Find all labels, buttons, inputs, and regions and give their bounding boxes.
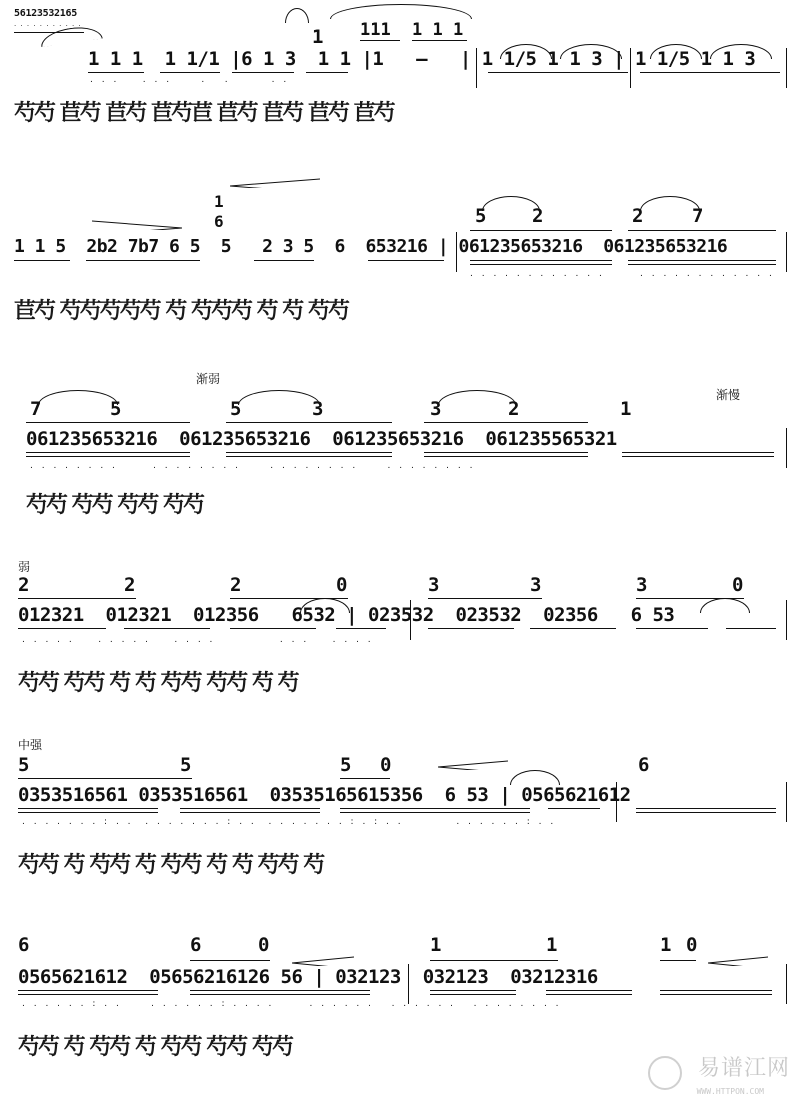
tablature: 芍芍 苣芍 苣芍 苣芍苣 苣芍 苣芍 苣芍 苣芍	[14, 100, 394, 126]
corner-dots: . . . . . . . . . . .	[14, 20, 84, 33]
beam	[640, 72, 780, 73]
beam	[226, 452, 392, 453]
upper-note: 1	[430, 934, 442, 956]
expression-jianman: 渐慢	[716, 388, 741, 402]
beam	[14, 260, 70, 261]
slur	[700, 598, 750, 613]
upper-note: 2	[632, 205, 644, 227]
barline	[786, 232, 787, 272]
barline	[476, 48, 477, 88]
notes: 012321 012321 012356 6532 | 023532 023532 02356 6 53	[18, 604, 675, 626]
slur	[650, 44, 702, 59]
beam	[18, 808, 158, 809]
beam	[124, 628, 210, 629]
upper-note: 0	[380, 754, 392, 776]
watermark-url: WWW.HTTPON.COM	[696, 1087, 764, 1096]
beam	[660, 990, 772, 991]
beam	[232, 72, 294, 73]
beam	[368, 260, 444, 261]
beam	[430, 960, 558, 961]
beam	[26, 456, 190, 457]
beam	[160, 72, 220, 73]
upper-note: 0	[336, 574, 348, 596]
beam	[546, 994, 632, 995]
beam	[430, 990, 516, 991]
notes: 1 1 5 2b2 7b7 6 5 5 2 3 5 6 653216 | 061235653216 061235653216	[14, 236, 728, 257]
slur	[510, 770, 560, 785]
beam	[86, 260, 200, 261]
crescendo-hairpin	[230, 178, 320, 188]
beam	[622, 452, 774, 453]
beam	[430, 994, 516, 995]
top-note: 1 1 1	[412, 20, 464, 40]
beam	[548, 808, 600, 809]
beam	[88, 72, 144, 73]
beam	[18, 778, 192, 779]
beam	[636, 812, 776, 813]
octave-dots: . . . . . . . . . . . . . . . . . . . . . . . . . . . . . . . .	[30, 461, 476, 471]
beam	[412, 40, 467, 41]
upper-note: 5	[180, 754, 192, 776]
top-note: 1	[312, 26, 324, 48]
barline	[786, 428, 787, 468]
slur	[640, 196, 700, 211]
upper-note: 6	[18, 934, 30, 956]
barline	[616, 782, 617, 822]
upper-note: 3	[430, 398, 442, 420]
barline	[786, 600, 787, 640]
beam	[726, 628, 776, 629]
beam	[18, 812, 158, 813]
notes: 0353516561 0353516561 03535165615356 6 53 | 0565621612	[18, 784, 631, 806]
upper-note: 3	[428, 574, 440, 596]
barline	[408, 964, 409, 1004]
beam	[488, 72, 628, 73]
top-note: 111	[360, 20, 391, 40]
expression-zhongqiang: 中强	[18, 738, 43, 752]
beam	[190, 960, 270, 961]
beam	[636, 628, 708, 629]
upper-note: 0	[258, 934, 270, 956]
beam	[470, 230, 612, 231]
slur	[560, 44, 622, 59]
upper-note: 3	[312, 398, 324, 420]
beam	[306, 72, 348, 73]
upper-note: 3	[636, 574, 648, 596]
crescendo-hairpin	[292, 956, 354, 966]
octave-dots: . . . . . . . . . . . .	[640, 269, 775, 279]
upper-note: 1	[546, 934, 558, 956]
beam	[230, 628, 316, 629]
watermark-logo-icon	[648, 1056, 682, 1090]
top-note: 1	[214, 192, 224, 211]
beam	[26, 452, 190, 453]
barline	[456, 232, 457, 272]
octave-dots: . . . . . . : . . . . . . . . : . . . . . . . . . . . . . . . . . . . . . . . .	[22, 999, 562, 1009]
notes: 061235653216 061235653216 061235653216 061235565321	[26, 428, 617, 450]
upper-note: 5	[230, 398, 242, 420]
beam	[226, 456, 392, 457]
barline	[786, 782, 787, 822]
beam	[180, 808, 320, 809]
slur	[38, 390, 118, 405]
octave-dots: . . . . . . . . . .	[90, 75, 290, 85]
beam	[428, 598, 542, 599]
upper-note: 1	[660, 934, 672, 956]
barline	[786, 964, 787, 1004]
beam	[546, 990, 632, 991]
barline	[786, 48, 787, 88]
notes: 0565621612 05656216126 56 | 032123 032123 03212316	[18, 966, 598, 988]
beam	[470, 264, 612, 265]
beam	[470, 260, 612, 261]
beam	[628, 230, 776, 231]
slur	[285, 8, 309, 23]
beam	[226, 422, 392, 423]
tablature: 芍芍 芍 芍芍 芍 芍芍 芍芍 芍芍	[18, 1034, 292, 1060]
barline	[630, 48, 631, 88]
upper-note: 2	[230, 574, 242, 596]
beam	[336, 628, 386, 629]
upper-note: 5	[110, 398, 122, 420]
tablature: 芍芍 芍芍 芍 芍 芍芍 芍芍 芍 芍	[18, 670, 298, 696]
upper-note: 2	[124, 574, 136, 596]
barline	[410, 600, 411, 640]
slur	[710, 44, 772, 59]
beam	[428, 628, 514, 629]
upper-note: 3	[530, 574, 542, 596]
decrescendo-hairpin	[92, 220, 182, 230]
octave-dots: . . . . . . . . . . . . . . . . . . . . .	[22, 635, 374, 645]
upper-note: 5	[18, 754, 30, 776]
beam	[18, 990, 158, 991]
beam	[18, 598, 136, 599]
tablature: 苣芍 芍芍芍芍芍 芍 芍芍芍 芍 芍 芍芍	[14, 298, 348, 324]
corner-label: 56123532165	[14, 8, 77, 19]
beam	[424, 456, 588, 457]
upper-note: 2	[532, 205, 544, 227]
expression-jianruo: 渐弱	[196, 372, 221, 386]
upper-note: 7	[30, 398, 42, 420]
watermark-text: 易谱江网	[697, 1056, 790, 1081]
slur	[300, 598, 350, 613]
beam	[190, 994, 370, 995]
upper-note: 2	[508, 398, 520, 420]
slur	[482, 196, 540, 211]
notes: 1 1 1 1 1/1 |6 1 3 1 1 |1 — | 1 1/5 1 1 3 | 1 1/5 1 1 3	[88, 48, 756, 70]
beam	[660, 960, 696, 961]
beam	[18, 994, 158, 995]
beam	[360, 40, 400, 41]
beam	[660, 994, 772, 995]
upper-note: 6	[190, 934, 202, 956]
beam	[26, 422, 190, 423]
expression-ruo: 弱	[18, 560, 31, 574]
beam	[622, 456, 774, 457]
tablature: 芍芍 芍芍 芍芍 芍芍	[26, 492, 203, 518]
beam	[18, 628, 106, 629]
beam	[340, 778, 390, 779]
upper-note: 6	[638, 754, 650, 776]
beam	[628, 260, 776, 261]
upper-note: 2	[18, 574, 30, 596]
crescendo-hairpin	[708, 956, 768, 966]
beam	[190, 990, 370, 991]
upper-note: 5	[340, 754, 352, 776]
beam	[628, 264, 776, 265]
beam	[424, 422, 588, 423]
upper-note: 7	[692, 205, 704, 227]
top-note: 6	[214, 212, 224, 231]
upper-note: 1	[620, 398, 632, 420]
beam	[530, 628, 616, 629]
tablature: 芍芍 芍 芍芍 芍 芍芍 芍 芍 芍芍 芍	[18, 852, 324, 878]
upper-note: 5	[475, 205, 487, 227]
crescendo-hairpin	[438, 760, 508, 770]
beam	[340, 808, 530, 809]
upper-note: 0	[732, 574, 744, 596]
slur	[500, 44, 552, 59]
slur	[238, 390, 320, 405]
octave-dots: . . . . . . . : . . . . . . . . . : . . . . . . . . . : . : . . . . . . . . : . .	[22, 817, 557, 827]
beam	[254, 260, 314, 261]
beam	[424, 452, 588, 453]
beam	[636, 808, 776, 809]
beam	[340, 812, 530, 813]
slur	[438, 390, 516, 405]
upper-note: 0	[686, 934, 698, 956]
beam	[180, 812, 320, 813]
slur	[330, 4, 472, 19]
octave-dots: . . . . . . . . . . . .	[470, 269, 605, 279]
